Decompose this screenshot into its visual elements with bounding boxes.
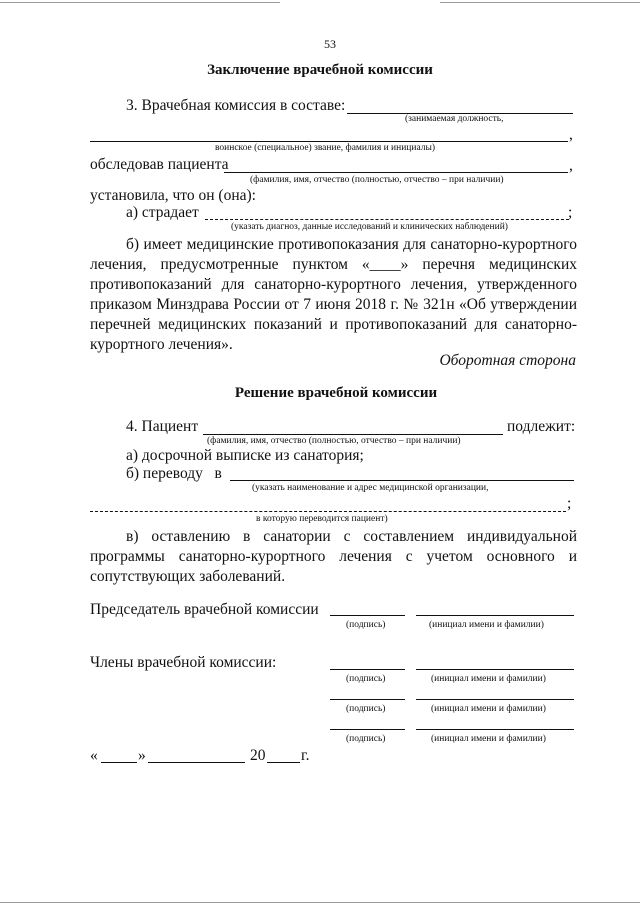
caption-diagnosis: (указать диагноз, данные исследований и клинических наблюдений) (231, 222, 508, 232)
reverse-side-label: Оборотная сторона (439, 352, 576, 369)
commission-rank-line[interactable] (90, 141, 568, 142)
chairman-label: Председатель врачебной комиссии (90, 601, 319, 618)
member-3-initials-line[interactable] (416, 729, 574, 730)
scan-edge-bottom (0, 902, 640, 903)
semicolon-1: ; (568, 204, 573, 221)
chairman-signature-caption: (подпись) (346, 620, 386, 630)
organization-line-2[interactable] (90, 511, 566, 512)
member-1-signature-line[interactable] (330, 669, 405, 670)
member-3-initials-caption: (инициал имени и фамилии) (431, 734, 546, 744)
member-2-signature-line[interactable] (330, 699, 405, 700)
organization-line[interactable] (230, 480, 574, 481)
patient-name-line-1[interactable] (224, 172, 568, 173)
member-2-initials-caption: (инициал имени и фамилии) (431, 704, 546, 714)
date-open-quote: « (90, 747, 98, 764)
member-1-initials-caption: (инициал имени и фамилии) (431, 674, 546, 684)
date-year-suffix: г. (301, 747, 310, 764)
date-close-quote: » (138, 747, 146, 764)
chairman-initials-line[interactable] (416, 615, 574, 616)
chairman-signature-line[interactable] (330, 615, 405, 616)
date-year-line[interactable] (267, 762, 300, 763)
contra-line-4: приказом Минздрава России от 7 июня 2018 г. № 321н «Об утверждении (90, 296, 577, 313)
caption-organization: (указать наименование и адрес медицинской организации, (252, 483, 489, 493)
scan-edge-top-left (0, 2, 280, 3)
subject-to-label: подлежит: (507, 418, 576, 435)
members-label: Члены врачебной комиссии: (90, 654, 277, 671)
scan-edge-top-right (440, 2, 640, 3)
option-c-line-2: программы санаторно-курортного лечения с учетом основного и (90, 548, 577, 565)
date-year-prefix: 20 (250, 747, 266, 764)
caption-organization-2: в которую переводится пациент) (256, 514, 388, 524)
option-c-line-3: сопутствующих заболеваний. (90, 568, 286, 585)
option-b-label: б) переводу в (126, 465, 222, 482)
member-1-signature-caption: (подпись) (346, 674, 386, 684)
caption-patient-name-1: (фамилия, имя, отчество (полностью, отчество – при наличии) (250, 175, 504, 185)
date-month-line[interactable] (148, 762, 245, 763)
option-c-line-1: в) оставлению в санатории с составлением индивидуальной (126, 528, 577, 545)
commission-label: 3. Врачебная комиссия в составе: (126, 97, 346, 114)
examined-label: обследовав пациента (90, 156, 229, 173)
contra-line-3: противопоказаний для санаторно-курортного лечения, утвержденного (90, 276, 577, 293)
contra-line-5: перечней медицинских показаний и противопоказаний для санаторно- (90, 316, 577, 333)
established-label: установила, что он (она): (90, 187, 256, 204)
decision-title: Решение врачебной комиссии (234, 385, 438, 401)
semicolon-2: ; (567, 495, 572, 512)
diagnosis-line[interactable] (205, 219, 569, 220)
caption-patient-name-2: (фамилия, имя, отчество (полностью, отчество – при наличии) (207, 436, 461, 446)
suffers-label: а) страдает (126, 204, 199, 221)
contra-line-1: б) имеет медицинские противопоказания для санаторно-курортного (126, 236, 577, 253)
option-a: а) досрочной выписке из санатория; (126, 447, 364, 464)
caption-rank: воинское (специальное) звание, фамилия и инициалы) (215, 143, 436, 153)
conclusion-title: Заключение врачебной комиссии (207, 62, 433, 78)
member-2-signature-caption: (подпись) (346, 704, 386, 714)
member-1-initials-line[interactable] (416, 669, 574, 670)
chairman-initials-caption: (инициал имени и фамилии) (429, 620, 544, 630)
comma-1: , (569, 126, 573, 143)
contra-line-6: курортного лечения». (90, 336, 233, 353)
patient-name-line-2[interactable] (203, 434, 503, 435)
date-day-line[interactable] (101, 762, 137, 763)
patient-label: 4. Пациент (126, 418, 199, 435)
caption-position: (занимаемая должность, (405, 114, 504, 124)
contra-line-2: лечения, предусмотренные пунктом «____» перечня медицинских (90, 256, 577, 273)
member-3-signature-line[interactable] (330, 729, 405, 730)
page-number: 53 (324, 37, 336, 51)
member-2-initials-line[interactable] (416, 699, 574, 700)
comma-2: , (569, 157, 573, 174)
member-3-signature-caption: (подпись) (346, 734, 386, 744)
